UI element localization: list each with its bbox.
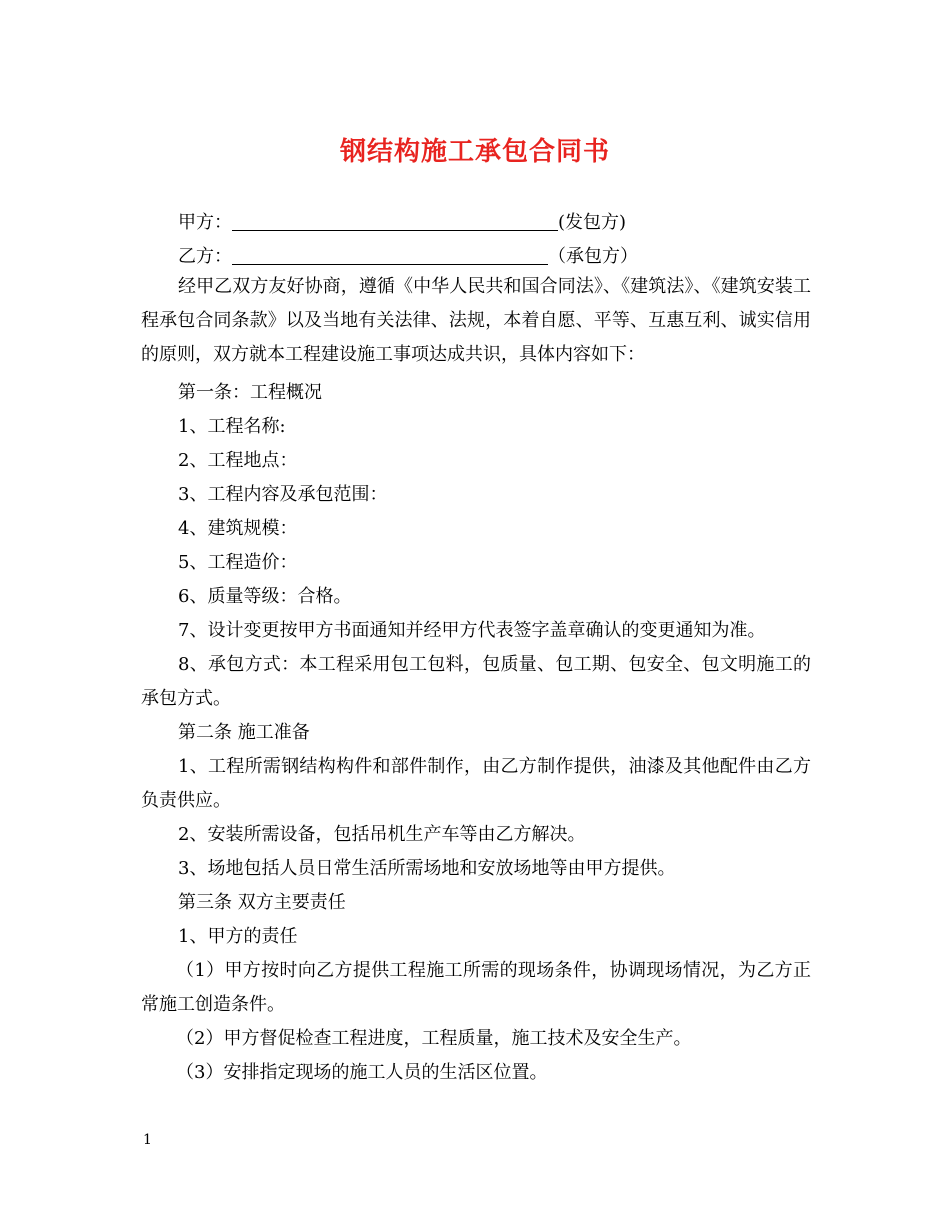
- article1-item: 2、工程地点：: [178, 450, 298, 471]
- party-a-label: 甲方：: [178, 212, 232, 233]
- page-number: 1: [143, 1132, 152, 1148]
- article2-heading: 第二条 施工准备: [178, 722, 310, 743]
- party-b-role: （承包方）: [548, 246, 638, 267]
- party-b-line: [178, 242, 638, 268]
- article1-heading: 第一条：工程概况: [178, 382, 322, 403]
- article1-item: 1、工程名称:: [178, 416, 286, 437]
- article1-item: 5、工程造价：: [178, 552, 298, 573]
- party-a-blank: [232, 212, 558, 231]
- article3-sub-heading: 1、甲方的责任: [178, 926, 298, 947]
- party-b-blank: [232, 246, 548, 265]
- article2-item-3: 3、场地包括人员日常生活所需场地和安放场地等由甲方提供。: [178, 858, 676, 879]
- article1-item: 4、建筑规模：: [178, 518, 298, 539]
- party-a-line: [178, 208, 626, 234]
- document-title: 钢结构施工承包合同书: [339, 137, 610, 167]
- article1-item: 3、工程内容及承包范围：: [178, 484, 388, 505]
- article1-item-8: 8、承包方式：本工程采用包工包料，包质量、包工期、包安全、包文明施工的承包方式。: [141, 654, 811, 709]
- article2-item-2: 2、安装所需设备，包括吊机生产车等由乙方解决。: [178, 824, 586, 845]
- article3-heading: 第三条 双方主要责任: [178, 892, 346, 913]
- article1-item: 6、质量等级：合格。: [178, 586, 352, 607]
- article3-item-1: （1）甲方按时向乙方提供工程施工所需的现场条件，协调现场情况，为乙方正常施工创造条件。: [141, 960, 811, 1015]
- article1-item: 7、设计变更按甲方书面通知并经甲方代表签字盖章确认的变更通知为准。: [178, 620, 766, 641]
- party-b-label: 乙方：: [178, 246, 232, 267]
- article2-item-1: 1、工程所需钢结构构件和部件制作，由乙方制作提供，油漆及其他配件由乙方负责供应。: [141, 756, 811, 811]
- intro-paragraph: 经甲乙双方友好协商，遵循《中华人民共和国合同法》、《建筑法》、《建筑安装工程承包合同条款》以及当地有关法律、法规，本着自愿、平等、互惠互利、诚实信用的原则，双方就本工程建设施工事项达成共识，具体内容如下：: [141, 276, 811, 365]
- article3-item-3: （3）安排指定现场的施工人员的生活区位置。: [176, 1062, 548, 1083]
- party-a-role: (发包方): [558, 212, 627, 233]
- article3-item-2: （2）甲方督促检查工程进度，工程质量，施工技术及安全生产。: [176, 1028, 692, 1049]
